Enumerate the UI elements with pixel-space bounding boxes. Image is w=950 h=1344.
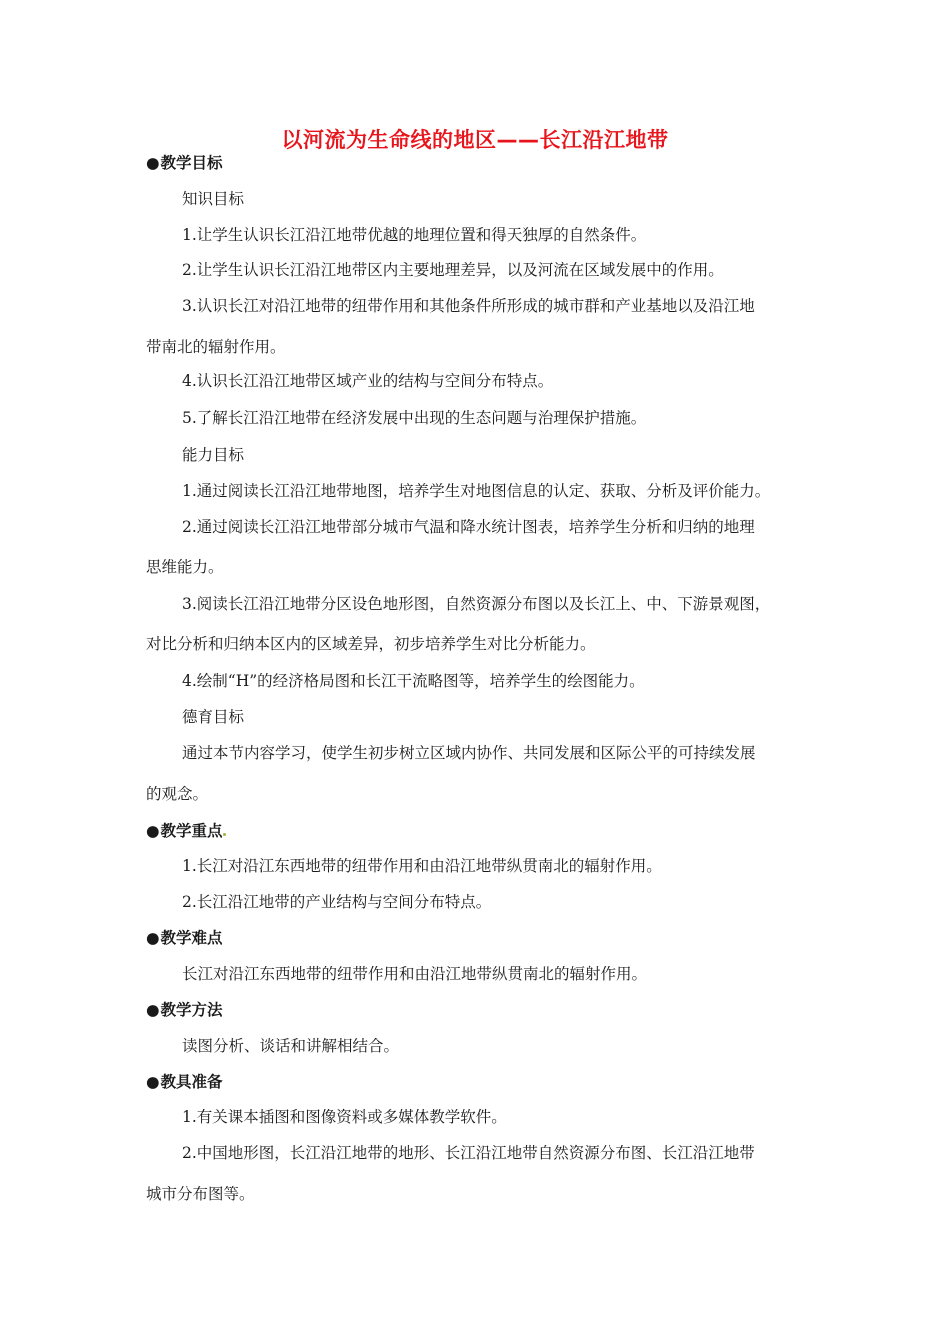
paragraph-line: 3.阅读长江沿江地带分区设色地形图，自然资源分布图以及长江上、中、下游景观图，	[182, 595, 771, 613]
bullet-icon: ●	[146, 1001, 160, 1019]
paragraph-line: 2.中国地形图，长江沿江地带的地形、长江沿江地带自然资源分布图、长江沿江地带	[182, 1144, 755, 1162]
paragraph-line: 读图分析、谈话和讲解相结合。	[182, 1037, 400, 1055]
document-title: 以河流为生命线的地区——长江沿江地带	[281, 128, 669, 152]
paragraph-line: 带南北的辐射作用。	[146, 338, 286, 356]
marker-dot-icon	[223, 833, 226, 836]
paragraph-line: 2.通过阅读长江沿江地带部分城市气温和降水统计图表，培养学生分析和归纳的地理	[182, 518, 755, 536]
section-heading-difficulties: ●教学难点	[146, 929, 223, 947]
bullet-icon: ●	[146, 154, 160, 172]
section-heading-methods: ●教学方法	[146, 1001, 223, 1019]
paragraph-line: 通过本节内容学习，使学生初步树立区域内协作、共同发展和区际公平的可持续发展	[182, 744, 756, 762]
paragraph-line: 4.认识长江沿江地带区域产业的结构与空间分布特点。	[182, 372, 554, 390]
paragraph-line: 对比分析和归纳本区内的区域差异，初步培养学生对比分析能力。	[146, 635, 596, 653]
section-heading-preparation: ●教具准备	[146, 1073, 223, 1091]
paragraph-line: 1.通过阅读长江沿江地带地图，培养学生对地图信息的认定、获取、分析及评价能力。	[182, 482, 771, 500]
paragraph-line: 2.长江沿江地带的产业结构与空间分布特点。	[182, 893, 492, 911]
bullet-icon: ●	[146, 1073, 160, 1091]
section-heading-objectives: ●教学目标	[146, 154, 223, 172]
paragraph-line: 思维能力。	[146, 558, 224, 576]
paragraph-line: 城市分布图等。	[146, 1185, 255, 1203]
paragraph-line: 1.长江对沿江东西地带的纽带作用和由沿江地带纵贯南北的辐射作用。	[182, 857, 662, 875]
paragraph-line: 3.认识长江对沿江地带的纽带作用和其他条件所形成的城市群和产业基地以及沿江地	[182, 297, 755, 315]
paragraph-line: 1.有关课本插图和图像资料或多媒体教学软件。	[182, 1108, 507, 1126]
paragraph-line: 1.让学生认识长江沿江地带优越的地理位置和得天独厚的自然条件。	[182, 226, 647, 244]
paragraph-line: 4.绘制“H”的经济格局图和长江干流略图等，培养学生的绘图能力。	[182, 672, 645, 690]
subheading-knowledge: 知识目标	[182, 190, 245, 208]
paragraph-line: 5.了解长江沿江地带在经济发展中出现的生态问题与治理保护措施。	[182, 409, 647, 427]
paragraph-line: 的观念。	[146, 785, 209, 803]
bullet-icon: ●	[146, 929, 160, 947]
section-heading-key-points: ●教学重点	[146, 821, 226, 841]
subheading-moral: 德育目标	[182, 708, 245, 726]
paragraph-line: 长江对沿江东西地带的纽带作用和由沿江地带纵贯南北的辐射作用。	[182, 965, 648, 983]
subheading-ability: 能力目标	[182, 446, 245, 464]
bullet-icon: ●	[146, 822, 160, 840]
paragraph-line: 2.让学生认识长江沿江地带区内主要地理差异，以及河流在区域发展中的作用。	[182, 261, 724, 279]
